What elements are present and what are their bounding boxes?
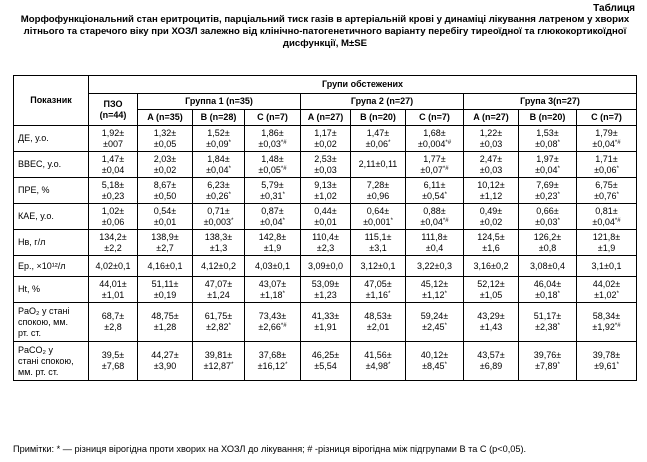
- table-cell: 124,5± ±1,6: [464, 230, 519, 256]
- table-cell: 4,12±0,2: [193, 256, 245, 277]
- table-cell: 0,64± ±0,001*: [351, 204, 406, 230]
- table-row: [14, 204, 637, 230]
- table-cell: 1,48± ±0,05*#: [245, 152, 301, 178]
- table-cell: 47,07± ±1,24: [193, 277, 245, 303]
- table-cell: 0,71± ±0,003*: [193, 204, 245, 230]
- table-cell: 110,4± ±2,3: [301, 230, 351, 256]
- table-cell: 59,24± ±2,45*: [406, 303, 464, 342]
- table-cell: 1,71± ±0,06*: [577, 152, 637, 178]
- subgroup-header: A (n=35): [138, 110, 193, 126]
- table-cell: 142,8± ±1,9: [245, 230, 301, 256]
- row-label: Ер., ×10¹²/л: [14, 256, 89, 277]
- table-cell: 0,66± ±0,03*: [519, 204, 577, 230]
- table-cell: 10,12± ±1,12: [464, 178, 519, 204]
- table-cell: 1,68± ±0,004*#: [406, 126, 464, 152]
- table-row: [14, 277, 637, 303]
- table-row: [14, 178, 637, 204]
- table-cell: 1,92± ±007: [89, 126, 138, 152]
- table-cell: 41,33± ±1,91: [301, 303, 351, 342]
- table-row: [14, 152, 637, 178]
- table-cell: 1,32± ±0,05: [138, 126, 193, 152]
- table-cell: 1,84± ±0,04*: [193, 152, 245, 178]
- subgroup-header: C (n=7): [406, 110, 464, 126]
- table-cell: 68,7± ±2,8: [89, 303, 138, 342]
- subgroup-header: B (n=20): [519, 110, 577, 126]
- table-cell: 6,11± ±0,54*: [406, 178, 464, 204]
- table-cell: 46,04± ±0,18*: [519, 277, 577, 303]
- table-cell: 1,52± ±0,09*: [193, 126, 245, 152]
- header-group-1: Группа 1 (n=35): [138, 94, 301, 110]
- table-cell: 9,13± ±1,02: [301, 178, 351, 204]
- table-cell: 0,88± ±0,04*#: [406, 204, 464, 230]
- table-cell: 8,67± ±0,50: [138, 178, 193, 204]
- table-cell: 4,03±0,1: [245, 256, 301, 277]
- table-cell: 138,9± ±2,7: [138, 230, 193, 256]
- table-cell: 1,77± ±0,07*#: [406, 152, 464, 178]
- table-cell: 43,07± ±1,18*: [245, 277, 301, 303]
- table-cell: 5,18± ±0,23: [89, 178, 138, 204]
- table-cell: 48,53± ±2,01: [351, 303, 406, 342]
- table-cell: 0,54± ±0,01: [138, 204, 193, 230]
- subgroup-header: A (n=27): [301, 110, 351, 126]
- table-cell: 53,09± ±1,23: [301, 277, 351, 303]
- table-cell: 1,97± ±0,04*: [519, 152, 577, 178]
- table-cell: 51,11± ±0,19: [138, 277, 193, 303]
- results-table: [13, 75, 637, 381]
- table-cell: 45,12± ±1,12*: [406, 277, 464, 303]
- table-cell: 52,12± ±1,05: [464, 277, 519, 303]
- table-cell: 58,34± ±1,92*#: [577, 303, 637, 342]
- row-label: ПРЕ, %: [14, 178, 89, 204]
- subgroup-header: A (n=27): [464, 110, 519, 126]
- table-cell: 3,08±0,4: [519, 256, 577, 277]
- table-cell: 39,76± ±7,89*: [519, 342, 577, 381]
- row-label: PaCO₂ у стані спокою, мм. рт. ст.: [14, 342, 89, 381]
- table-cell: 41,56± ±4,98*: [351, 342, 406, 381]
- row-label: ВВЕС, у.о.: [14, 152, 89, 178]
- table-row: [14, 126, 637, 152]
- table-cell: 48,75± ±1,28: [138, 303, 193, 342]
- table-cell: 0,49± ±0,02: [464, 204, 519, 230]
- header-group-2: Група 2 (n=27): [301, 94, 464, 110]
- table-cell: 0,44± ±0,01: [301, 204, 351, 230]
- subgroup-header: C (n=7): [245, 110, 301, 126]
- subgroup-header: B (n=28): [193, 110, 245, 126]
- table-cell: 3,1±0,1: [577, 256, 637, 277]
- subgroup-header: B (n=20): [351, 110, 406, 126]
- table-cell: 39,5± ±7,68: [89, 342, 138, 381]
- row-label: PaO₂ у стані спокою, мм. рт. ст.: [14, 303, 89, 342]
- table-cell: 2,03± ±0,02: [138, 152, 193, 178]
- table-cell: 1,86± ±0,03*#: [245, 126, 301, 152]
- table-cell: 126,2± ±0,8: [519, 230, 577, 256]
- table-cell: 1,47± ±0,04: [89, 152, 138, 178]
- table-footnote: Примітки: * — різниця вірогідна проти хворих на ХОЗЛ до лікування; # -різниця вірогідна між підгрупами В та С (р<0,05).: [13, 444, 527, 454]
- table-row: [14, 342, 637, 381]
- subgroup-header: C (n=7): [577, 110, 637, 126]
- table-cell: 46,25± ±5,54: [301, 342, 351, 381]
- table-cell: 44,02± ±1,02*: [577, 277, 637, 303]
- table-cell: 2,47± ±0,03: [464, 152, 519, 178]
- table-cell: 73,43± ±2,66*#: [245, 303, 301, 342]
- table-cell: 39,81± ±12,87*: [193, 342, 245, 381]
- table-cell: 3,22±0,3: [406, 256, 464, 277]
- table-cell: 6,23± ±0,26*: [193, 178, 245, 204]
- table-cell: 111,8± ±0,4: [406, 230, 464, 256]
- table-cell: 3,16±0,2: [464, 256, 519, 277]
- table-label: Таблиця: [593, 3, 635, 14]
- table-cell: 1,47± ±0,06*: [351, 126, 406, 152]
- table-cell: 138,3± ±1,3: [193, 230, 245, 256]
- table-cell: 1,22± ±0,03: [464, 126, 519, 152]
- table-cell: 121,8± ±1,9: [577, 230, 637, 256]
- header-group-3: Група 3(n=27): [464, 94, 637, 110]
- table-row: [14, 303, 637, 342]
- header-indicator: Показник: [14, 76, 89, 126]
- table-cell: 7,69± ±0,23*: [519, 178, 577, 204]
- table-cell: 1,79± ±0,04*#: [577, 126, 637, 152]
- table-cell: 0,87± ±0,04*: [245, 204, 301, 230]
- row-label: Нв, г/л: [14, 230, 89, 256]
- table-cell: 40,12± ±8,45*: [406, 342, 464, 381]
- table-cell: 0,81± ±0,04*#: [577, 204, 637, 230]
- header-pzo: ПЗО (n=44): [89, 94, 138, 126]
- table-cell: 37,68± ±16,12*: [245, 342, 301, 381]
- table-cell: 1,02± ±0,06: [89, 204, 138, 230]
- table-cell: 2,11±0,11: [351, 152, 406, 178]
- table-row: [14, 230, 637, 256]
- table-cell: 43,57± ±6,89: [464, 342, 519, 381]
- table-cell: 4,16±0,1: [138, 256, 193, 277]
- row-label: ДЕ, у.о.: [14, 126, 89, 152]
- table-cell: 44,01± ±1,01: [89, 277, 138, 303]
- table-cell: 51,17± ±2,38*: [519, 303, 577, 342]
- table-cell: 134,2± ±2,2: [89, 230, 138, 256]
- table-cell: 3,12±0,1: [351, 256, 406, 277]
- table-cell: 39,78± ±9,61*: [577, 342, 637, 381]
- table-cell: 1,17± ±0,02: [301, 126, 351, 152]
- table-cell: 4,02±0,1: [89, 256, 138, 277]
- table-row: [14, 256, 637, 277]
- table-cell: 5,79± ±0,31*: [245, 178, 301, 204]
- row-label: КАЕ, у.о.: [14, 204, 89, 230]
- table-body: [14, 126, 637, 381]
- table-cell: 1,53± ±0,08*: [519, 126, 577, 152]
- table-cell: 44,27± ±3,90: [138, 342, 193, 381]
- table-cell: 2,53± ±0,03: [301, 152, 351, 178]
- table-cell: 3,09±0,0: [301, 256, 351, 277]
- table-caption: Морфофункціональний стан еритроцитів, парціальний тиск газів в артеріальній крові у динаміці лікування латреном у хворих літнього та старечого віку при ХОЗЛ залежно від клінічно-патогенетичного варіанту перебігу тиреоїдної та глюкокортикоїдної дисфункції, M±SE: [20, 14, 630, 49]
- table-cell: 7,28± ±0,96: [351, 178, 406, 204]
- table-cell: 115,1± ±3,1: [351, 230, 406, 256]
- table-cell: 6,75± ±0,76*: [577, 178, 637, 204]
- table-cell: 61,75± ±2,82*: [193, 303, 245, 342]
- table-cell: 43,29± ±1,43: [464, 303, 519, 342]
- row-label: Ht, %: [14, 277, 89, 303]
- header-groups: Групи обстежених: [89, 76, 637, 94]
- table-cell: 47,05± ±1,16*: [351, 277, 406, 303]
